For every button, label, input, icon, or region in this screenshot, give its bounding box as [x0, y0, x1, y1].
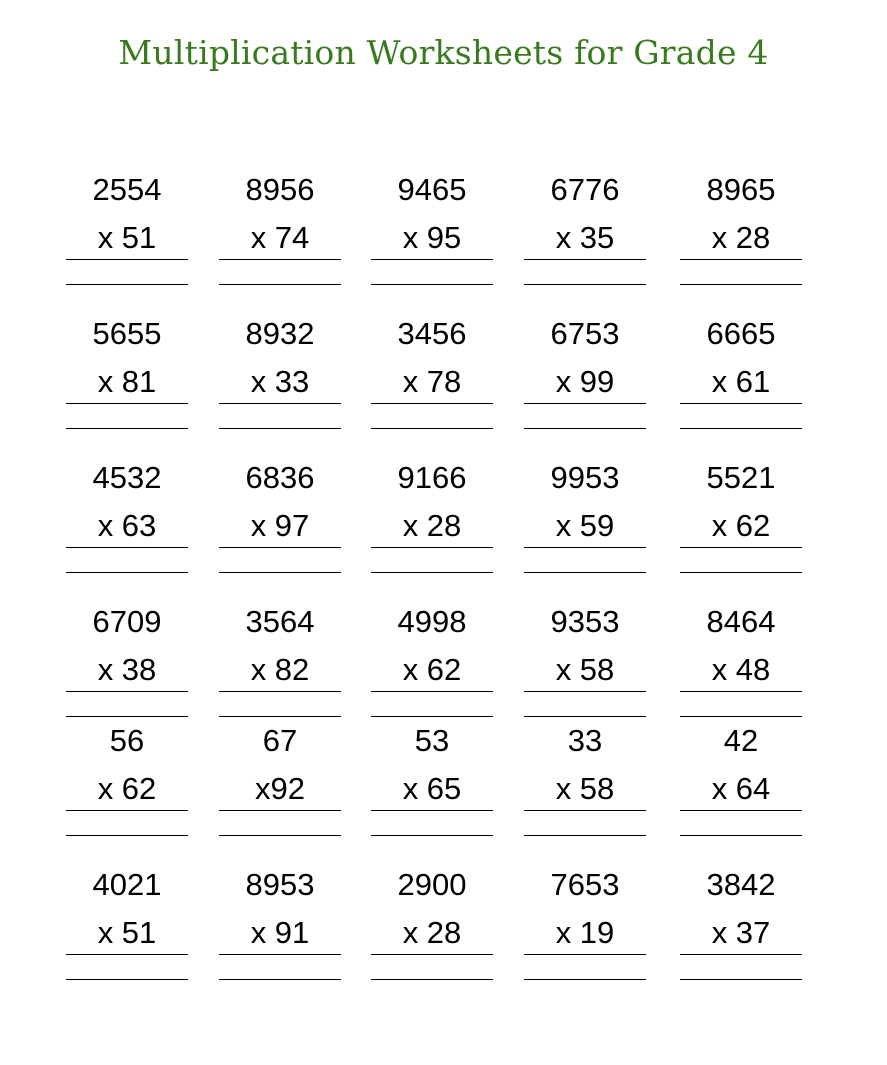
multiplication-problem-r1c4	[524, 173, 646, 293]
multiplication-problem-r6c5	[680, 868, 802, 988]
multiplication-problem-r4c2	[219, 605, 341, 725]
answer-line-top	[680, 691, 802, 692]
answer-line-top	[219, 403, 341, 404]
worksheet-title: Multiplication Worksheets for Grade 4	[118, 33, 769, 72]
multiplicand: 3456	[397, 316, 467, 351]
multiplication-problem-r5c5	[680, 724, 802, 844]
answer-line-top	[524, 954, 646, 955]
answer-line-top	[66, 547, 188, 548]
multiplication-problem-r6c4	[524, 868, 646, 988]
answer-line-top	[371, 259, 493, 260]
answer-line-top	[66, 403, 188, 404]
multiplicand: 7653	[550, 867, 620, 902]
answer-line-bottom	[219, 716, 341, 717]
multiplication-problem-r6c2	[219, 868, 341, 988]
answer-line-top	[371, 810, 493, 811]
answer-line-bottom	[219, 979, 341, 980]
answer-line-top	[680, 954, 802, 955]
multiplication-problem-r4c5	[680, 605, 802, 725]
answer-line-top	[371, 547, 493, 548]
multiplicand: 42	[723, 723, 759, 758]
answer-line-top	[66, 259, 188, 260]
answer-line-bottom	[680, 284, 802, 285]
answer-line-bottom	[371, 716, 493, 717]
answer-line-bottom	[219, 428, 341, 429]
answer-line-bottom	[680, 572, 802, 573]
answer-line-bottom	[219, 284, 341, 285]
answer-line-bottom	[371, 835, 493, 836]
multiplicand: 4021	[92, 867, 162, 902]
multiplier: x 65	[402, 771, 462, 806]
multiplier: x 99	[555, 364, 615, 399]
answer-line-top	[219, 954, 341, 955]
multiplicand: 9953	[550, 460, 620, 495]
answer-line-bottom	[680, 979, 802, 980]
answer-line-bottom	[680, 716, 802, 717]
multiplicand: 56	[109, 723, 145, 758]
answer-line-bottom	[66, 284, 188, 285]
answer-line-top	[66, 954, 188, 955]
multiplicand: 4998	[397, 604, 467, 639]
multiplication-problem-r2c5	[680, 317, 802, 437]
answer-line-top	[524, 259, 646, 260]
answer-line-bottom	[219, 572, 341, 573]
multiplier: x 51	[97, 915, 157, 950]
multiplier: x 33	[250, 364, 310, 399]
multiplier: x 38	[97, 652, 157, 687]
multiplication-problem-r4c3	[371, 605, 493, 725]
answer-line-bottom	[680, 835, 802, 836]
answer-line-top	[66, 691, 188, 692]
answer-line-top	[66, 810, 188, 811]
multiplicand: 9353	[550, 604, 620, 639]
multiplier: x 37	[711, 915, 771, 950]
multiplier: x92	[255, 771, 305, 806]
answer-line-top	[219, 547, 341, 548]
multiplication-problem-r5c4	[524, 724, 646, 844]
multiplication-problem-r1c5	[680, 173, 802, 293]
multiplication-problem-r2c3	[371, 317, 493, 437]
multiplier: x 62	[97, 771, 157, 806]
answer-line-top	[371, 954, 493, 955]
answer-line-top	[219, 259, 341, 260]
answer-line-top	[680, 547, 802, 548]
multiplier: x 74	[250, 220, 310, 255]
multiplier: x 82	[250, 652, 310, 687]
answer-line-top	[524, 403, 646, 404]
multiplication-problem-r2c4	[524, 317, 646, 437]
multiplicand: 3842	[706, 867, 776, 902]
multiplier: x 58	[555, 771, 615, 806]
multiplicand: 8464	[706, 604, 776, 639]
answer-line-top	[371, 691, 493, 692]
multiplier: x 78	[402, 364, 462, 399]
multiplication-problem-r3c3	[371, 461, 493, 581]
multiplier: x 19	[555, 915, 615, 950]
multiplicand: 53	[414, 723, 450, 758]
multiplication-problem-r6c1	[66, 868, 188, 988]
multiplication-problem-r3c4	[524, 461, 646, 581]
multiplier: x 63	[97, 508, 157, 543]
answer-line-bottom	[66, 979, 188, 980]
multiplier: x 62	[711, 508, 771, 543]
answer-line-bottom	[371, 979, 493, 980]
answer-line-bottom	[66, 428, 188, 429]
answer-line-bottom	[524, 572, 646, 573]
multiplier: x 59	[555, 508, 615, 543]
answer-line-bottom	[371, 572, 493, 573]
multiplicand: 6836	[245, 460, 315, 495]
multiplier: x 97	[250, 508, 310, 543]
multiplication-problem-r2c1	[66, 317, 188, 437]
answer-line-bottom	[66, 716, 188, 717]
multiplication-problem-r1c1	[66, 173, 188, 293]
answer-line-top	[524, 547, 646, 548]
multiplier: x 28	[711, 220, 771, 255]
multiplier: x 35	[555, 220, 615, 255]
answer-line-bottom	[524, 428, 646, 429]
multiplicand: 33	[567, 723, 603, 758]
multiplication-problem-r1c2	[219, 173, 341, 293]
answer-line-top	[219, 810, 341, 811]
answer-line-top	[524, 691, 646, 692]
multiplier: x 81	[97, 364, 157, 399]
multiplier: x 64	[711, 771, 771, 806]
answer-line-top	[371, 403, 493, 404]
multiplier: x 61	[711, 364, 771, 399]
multiplier: x 28	[402, 915, 462, 950]
multiplicand: 5521	[706, 460, 776, 495]
answer-line-bottom	[66, 572, 188, 573]
multiplicand: 9166	[397, 460, 467, 495]
multiplication-problem-r5c2	[219, 724, 341, 844]
answer-line-top	[680, 403, 802, 404]
multiplication-problem-r3c2	[219, 461, 341, 581]
answer-line-bottom	[524, 979, 646, 980]
answer-line-bottom	[524, 835, 646, 836]
multiplication-problem-r3c5	[680, 461, 802, 581]
answer-line-bottom	[680, 428, 802, 429]
multiplicand: 6753	[550, 316, 620, 351]
multiplier: x 58	[555, 652, 615, 687]
multiplier: x 62	[402, 652, 462, 687]
multiplication-problem-r3c1	[66, 461, 188, 581]
multiplication-problem-r4c1	[66, 605, 188, 725]
multiplier: x 91	[250, 915, 310, 950]
multiplier: x 48	[711, 652, 771, 687]
multiplication-problem-r2c2	[219, 317, 341, 437]
multiplicand: 3564	[245, 604, 315, 639]
answer-line-bottom	[66, 835, 188, 836]
multiplicand: 2900	[397, 867, 467, 902]
multiplicand: 9465	[397, 172, 467, 207]
answer-line-top	[524, 810, 646, 811]
multiplicand: 8953	[245, 867, 315, 902]
multiplier: x 95	[402, 220, 462, 255]
multiplicand: 5655	[92, 316, 162, 351]
multiplication-problem-r1c3	[371, 173, 493, 293]
multiplicand: 6665	[706, 316, 776, 351]
multiplicand: 6776	[550, 172, 620, 207]
answer-line-bottom	[219, 835, 341, 836]
multiplication-problem-r6c3	[371, 868, 493, 988]
answer-line-top	[680, 810, 802, 811]
answer-line-bottom	[371, 284, 493, 285]
multiplicand: 8956	[245, 172, 315, 207]
multiplier: x 28	[402, 508, 462, 543]
answer-line-top	[680, 259, 802, 260]
answer-line-bottom	[524, 716, 646, 717]
answer-line-top	[219, 691, 341, 692]
multiplicand: 6709	[92, 604, 162, 639]
multiplication-problem-r5c3	[371, 724, 493, 844]
multiplication-problem-r5c1	[66, 724, 188, 844]
multiplicand: 8932	[245, 316, 315, 351]
multiplicand: 8965	[706, 172, 776, 207]
multiplicand: 2554	[92, 172, 162, 207]
multiplier: x 51	[97, 220, 157, 255]
multiplication-problem-r4c4	[524, 605, 646, 725]
multiplicand: 67	[262, 723, 298, 758]
multiplicand: 4532	[92, 460, 162, 495]
answer-line-bottom	[371, 428, 493, 429]
answer-line-bottom	[524, 284, 646, 285]
